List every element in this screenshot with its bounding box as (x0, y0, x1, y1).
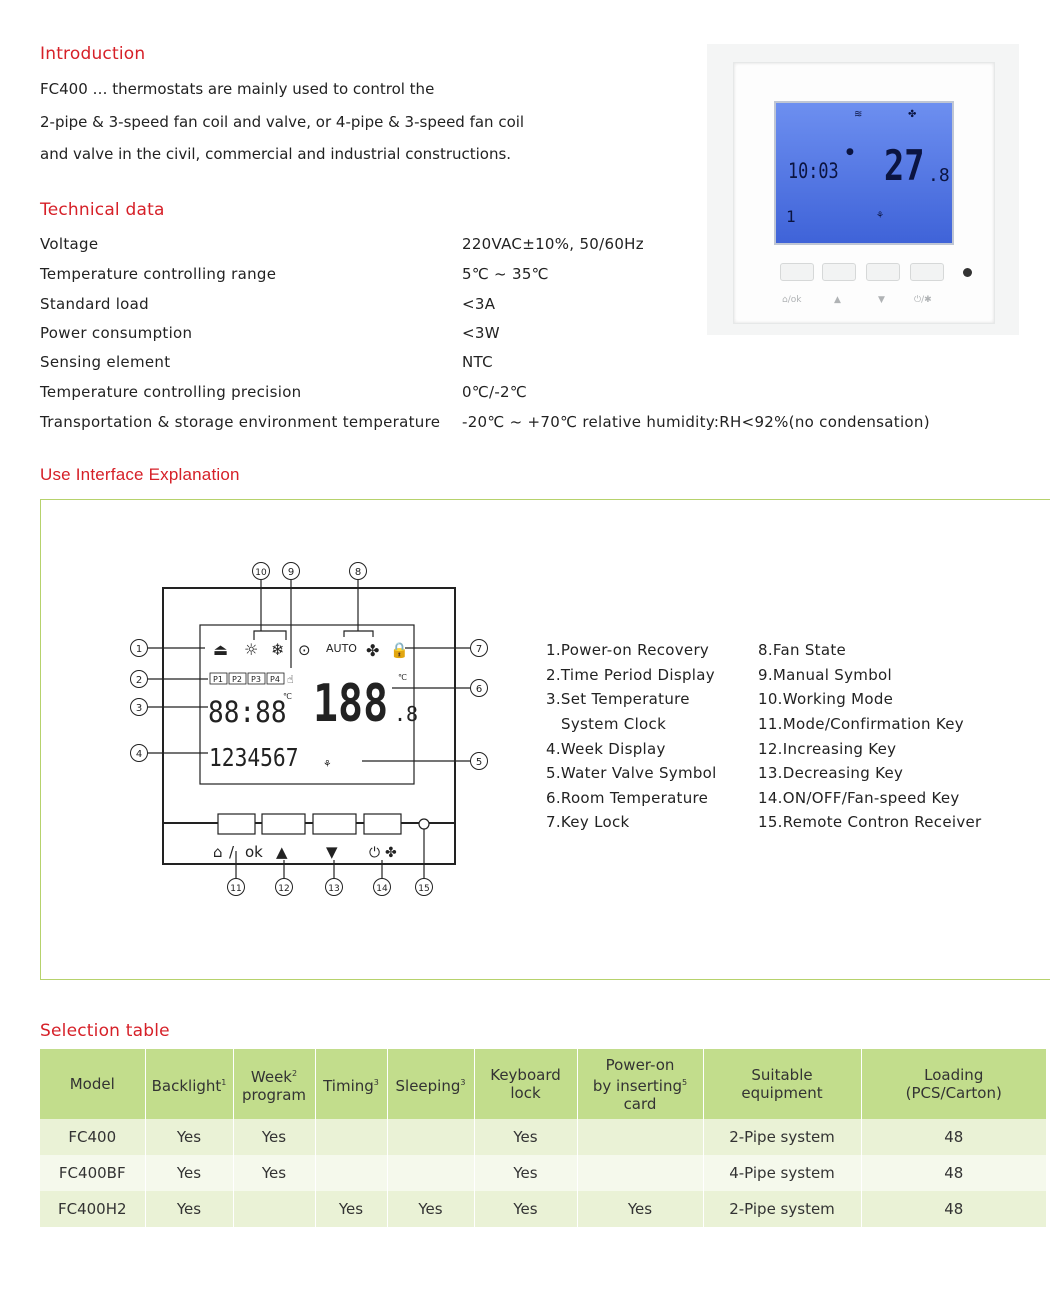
table-cell: 4-Pipe system (703, 1155, 861, 1191)
table-cell (387, 1155, 474, 1191)
lcd-time: 10:03 (788, 159, 839, 183)
header-power-on-card: Power-on by inserting$^5$ card (577, 1049, 703, 1119)
interface-diagram (120, 558, 500, 903)
table-cell (315, 1119, 387, 1155)
table-cell: Yes (387, 1191, 474, 1227)
program-p4: P4 (270, 675, 280, 684)
table-cell: 2-Pipe system (703, 1119, 861, 1155)
decrease-key-icon: ▼ (326, 843, 338, 861)
intro-line-3: and valve in the civil, commercial and industrial constructions. (40, 145, 512, 163)
legend-item: 2.Time Period Display (546, 666, 715, 684)
legend-item: 3.Set Temperature (546, 690, 690, 708)
legend-item: 13.Decreasing Key (758, 764, 904, 782)
fan-state-icon: ✤ (366, 641, 380, 660)
table-row (40, 1155, 1046, 1191)
lcd-temperature: 27 (884, 141, 925, 190)
table-row (40, 1191, 1046, 1227)
callout-7: 7 (475, 644, 483, 655)
thermostat-device (733, 62, 995, 324)
legend-item: 12.Increasing Key (758, 740, 897, 758)
cell-model: FC400 (40, 1119, 145, 1155)
td-label: Power consumption (40, 324, 193, 342)
td-value: <3W (462, 324, 500, 342)
increase-key-icon: ▲ (276, 843, 288, 861)
program-p2: P2 (232, 675, 242, 684)
legend-item: System Clock (561, 715, 667, 733)
selection-table (40, 1049, 1046, 1227)
table-cell: 2-Pipe system (703, 1191, 861, 1227)
header-suitable-equipment: Suitable equipment (703, 1049, 861, 1119)
cell-model: FC400BF (40, 1155, 145, 1191)
callout-8: 8 (354, 567, 362, 578)
callout-3: 3 (135, 703, 143, 714)
table-cell (387, 1119, 474, 1155)
drop-icon: ● (846, 147, 854, 157)
key-lock-icon: 🔒 (390, 641, 409, 659)
td-value: 220VAC±10%, 50/60Hz (462, 235, 644, 253)
ok-label: ok (245, 843, 263, 861)
td-label: Transportation & storage environment temperature (40, 413, 441, 431)
selection-heading: Selection table (40, 1021, 170, 1041)
introduction-heading: Introduction (40, 44, 146, 64)
callout-15: 15 (418, 884, 430, 894)
device-ir-receiver (963, 268, 972, 277)
room-temperature-digits: 188 (313, 673, 389, 735)
table-cell: Yes (233, 1119, 315, 1155)
intro-line-2: 2-pipe & 3-speed fan coil and valve, or 4-pipe & 3-speed fan coil (40, 113, 525, 131)
legend-item: 10.Working Mode (758, 690, 894, 708)
header-keyboard-lock: Keyboard lock (474, 1049, 577, 1119)
header-model: Model (40, 1049, 145, 1119)
td-value: <3A (462, 295, 496, 313)
technical-data-heading: Technical data (40, 200, 165, 220)
td-label: Voltage (40, 235, 99, 253)
callout-2: 2 (135, 675, 143, 686)
device-power-button[interactable] (910, 263, 944, 281)
room-temperature-decimal: .8 (394, 702, 419, 726)
table-cell (577, 1155, 703, 1191)
device-up-button[interactable] (822, 263, 856, 281)
td-label: Temperature controlling range (40, 265, 277, 283)
td-value: -20℃ ~ +70℃ relative humidity:RH<92%(no condensation) (462, 413, 930, 431)
legend-item: 15.Remote Contron Receiver (758, 813, 982, 831)
legend-item: 14.ON/OFF/Fan-speed Key (758, 789, 960, 807)
header-sleeping: Sleeping$^3$ (387, 1049, 474, 1119)
program-p3: P3 (251, 675, 261, 684)
auto-label: AUTO (326, 642, 357, 655)
td-label: Sensing element (40, 353, 171, 371)
header-backlight: Backlight$^1$ (145, 1049, 233, 1119)
callout-12: 12 (278, 884, 290, 894)
power-icon: ⏻ (369, 845, 381, 861)
intro-line-1: FC400 … thermostats are mainly used to control the (40, 80, 435, 98)
fan-speed-icon: ✤ (385, 845, 397, 861)
callout-5: 5 (475, 757, 483, 768)
callout-6: 6 (475, 684, 483, 695)
td-value: 5℃ ~ 35℃ (462, 265, 549, 283)
callout-10: 10 (255, 568, 267, 578)
legend-item: 8.Fan State (758, 641, 847, 659)
program-p1: P1 (213, 675, 223, 684)
device-lcd-screen (774, 101, 954, 245)
device-key-label: ▲ (834, 295, 841, 305)
legend-item: 5.Water Valve Symbol (546, 764, 717, 782)
week-digits: 1234567 (209, 743, 299, 773)
table-cell (577, 1119, 703, 1155)
water-valve-icon: ⚘ (324, 757, 331, 770)
room-temp-unit: ℃ (398, 673, 407, 682)
table-cell: Yes (145, 1191, 233, 1227)
table-cell: Yes (145, 1155, 233, 1191)
snowflake-icon: ❄ (271, 640, 285, 659)
callout-9: 9 (287, 567, 295, 578)
table-cell: Yes (474, 1191, 577, 1227)
legend-item: 7.Key Lock (546, 813, 630, 831)
header-timing: Timing$^3$ (315, 1049, 387, 1119)
table-cell: 48 (861, 1191, 1046, 1227)
table-cell: Yes (474, 1119, 577, 1155)
set-temp-unit: ℃ (283, 692, 292, 701)
table-cell (233, 1191, 315, 1227)
device-key-label: ⌂/ok (782, 295, 802, 305)
callout-1: 1 (135, 644, 143, 655)
header-loading: Loading (PCS/Carton) (861, 1049, 1046, 1119)
cell-model: FC400H2 (40, 1191, 145, 1227)
table-cell: Yes (474, 1155, 577, 1191)
callout-14: 14 (376, 884, 388, 894)
legend-item: 6.Room Temperature (546, 789, 709, 807)
legend-item: 1.Power-on Recovery (546, 641, 710, 659)
td-value: 0℃/-2℃ (462, 383, 528, 401)
table-cell: 48 (861, 1119, 1046, 1155)
device-down-button[interactable] (866, 263, 900, 281)
table-cell: 48 (861, 1155, 1046, 1191)
device-mode-button[interactable] (780, 263, 814, 281)
callout-11: 11 (230, 884, 242, 894)
fan-icon: ✤ (908, 109, 917, 120)
header-week-program: Week$^2$ program (233, 1049, 315, 1119)
table-header-row (40, 1049, 1046, 1119)
td-label: Temperature controlling precision (40, 383, 302, 401)
table-row (40, 1119, 1046, 1155)
manual-hand-icon: ☝ (287, 673, 294, 686)
legend-item: 4.Week Display (546, 740, 666, 758)
table-cell: Yes (145, 1119, 233, 1155)
legend-item: 9.Manual Symbol (758, 666, 892, 684)
device-key-label: ⏻/✱ (914, 295, 932, 305)
blower-icon: ⊙ (298, 641, 311, 659)
sun-icon: ☼ (244, 640, 259, 659)
callout-13: 13 (328, 884, 340, 894)
legend-item: 11.Mode/Confirmation Key (758, 715, 964, 733)
lcd-day: 1 (786, 207, 796, 226)
table-cell: Yes (233, 1155, 315, 1191)
table-cell (315, 1155, 387, 1191)
clock-digits: 88:88 (208, 694, 287, 730)
td-label: Standard load (40, 295, 149, 313)
mode-icon: ≋ (854, 109, 863, 120)
table-cell: Yes (315, 1191, 387, 1227)
interface-heading: Use Interface Explanation (40, 465, 240, 484)
power-recovery-icon: ⏏ (213, 640, 229, 659)
ok-key-label: / (229, 843, 235, 861)
mode-key-icon: ⌂ (213, 843, 223, 861)
table-cell: Yes (577, 1191, 703, 1227)
valve-icon: ⚘ (876, 211, 885, 221)
device-key-label: ▼ (878, 295, 885, 305)
lcd-temperature-decimal: .8 (928, 165, 950, 186)
callout-4: 4 (135, 749, 143, 760)
td-value: NTC (462, 353, 493, 371)
